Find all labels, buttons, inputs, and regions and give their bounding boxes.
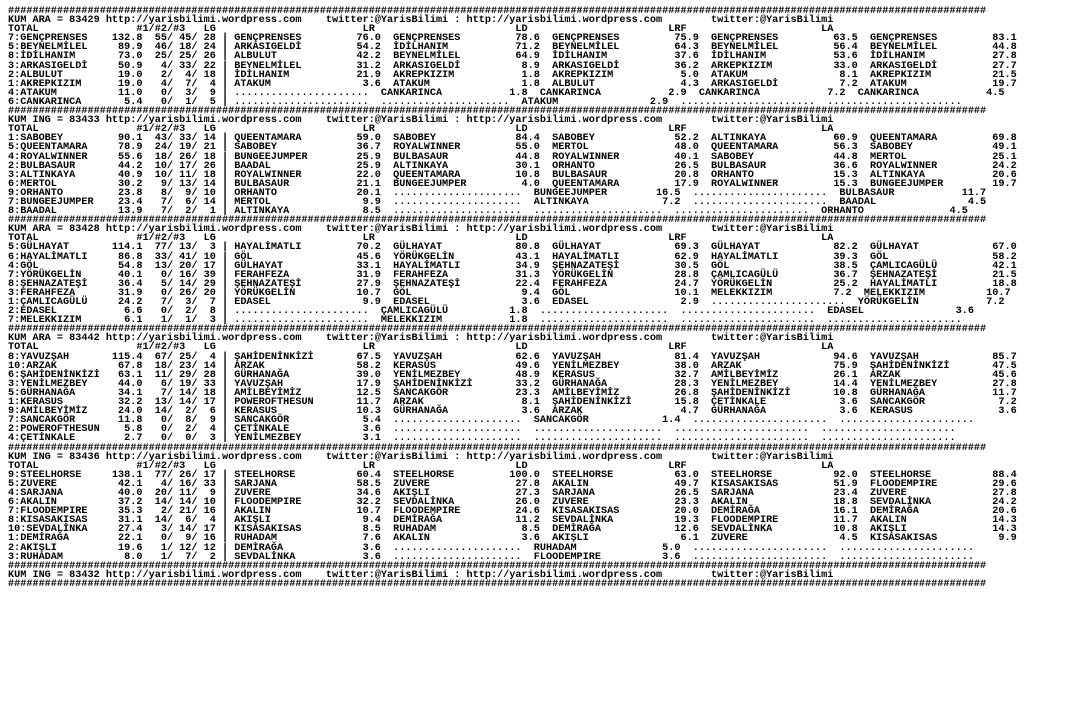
separator-line: ################################################################################################################################################################ (8, 560, 987, 572)
separator-line: ################################################################################################################################################################ (8, 442, 987, 454)
horse-row: 9:AMİLBEYİMİZ 24.0 14/ 2/ 6 | KERASUS 10.3 GÜRHANAĞA 3.6 ARZAK 4.7 GÜRHANAĞA 3.6 KERASUS 3.6 (8, 406, 1017, 418)
separator-line: ################################################################################################################################################################ (8, 324, 987, 336)
horse-row: 4:SARJANA 40.0 20/ 11/ 9 | ZUVERE 34.6 AKIŞLI 27.3 SARJANA 26.5 SARJANA 23.4 ZUVERE 27.8 (8, 487, 1017, 499)
horse-row: 4:ÇETİNKALE 2.7 0/ 0/ 3 | YENİLMEZBEY 3.1 ..................... ..................... ...................... ...................... (8, 433, 956, 445)
race-header: KUM ING = 83433 http://yarisbilimi.wordpress.com twitter:@YarisBilimi : http://yarisbilimi.wordpress.com twitter:@YarisBilimi (8, 115, 834, 127)
horse-row: 6:CANKARINCA 5.4 0/ 1/ 5 | ...................... ..................... ATAKUM 2.9 ...................... ...................... (8, 96, 962, 108)
race-header: KUM ARA = 83442 http://yarisbilimi.wordpress.com twitter:@YarisBilimi : http://yarisbilimi.wordpress.com twitter:@YarisBilimi (8, 333, 834, 345)
horse-row: 5:GÜLHAYAT 114.1 77/ 13/ 3 | HAYALİMATLI 70.2 GÜLHAYAT 80.8 GÜLHAYAT 69.3 GÜLHAYAT 82.2 GÜLHAYAT 67.0 (8, 242, 1017, 254)
horse-row: 2:ALBULUT 19.0 2/ 4/ 18 | İDİLHANIM 21.9 AKREPKIZIM 1.8 AKREPKIZIM 5.0 ATAKUM 8.1 AKREPKIZIM 21.5 (8, 69, 1017, 81)
horse-row: 1:ÇAMLICAGÜLÜ 24.2 7/ 3/ 7 | EDASEL 9.9 EDASEL 3.6 EDASEL 2.9 ...................... YÖRÜKGELİN 7.2 (8, 297, 1005, 308)
horse-row: 2:EDASEL 6.6 0/ 2/ 8 | ...................... ÇAMLICAGÜLÜ 1.8 ..................... ...................... EDASEL 3.6 (8, 306, 974, 318)
horse-row: 7:GENÇPRENSES 132.8 55/ 45/ 28 | GENÇPRENSES 76.0 GENÇPRENSES 78.6 GENÇPRENSES 75.9 GENÇPRENSES 63.5 GENÇPRENSES 83.1 (8, 33, 1017, 45)
horse-row: 6:HAYALİMATLI 86.8 33/ 41/ 10 | GÖL 45.6 YÖRÜKGELİN 43.1 HAYALİMATLI 62.9 HAYALİMATLI 39.3 GÖL 58.2 (8, 251, 1017, 263)
horse-row: 9:ORHANTO 23.8 8/ 9/ 10 | ORHANTO 20.1 ..................... BUNGEEJUMPER 16.5 ...................... BULBASAUR 11.7 (8, 187, 987, 199)
horse-row: 3:ALTINKAYA 40.9 10/ 11/ 18 | ROYALWINNER 22.0 QUEENTAMARA 10.8 BULBASAUR 20.8 ORHANTO 15.3 ALTINKAYA 20.6 (8, 169, 1017, 181)
horse-row: 5:ZUVERE 42.1 4/ 16/ 33 | SARJANA 58.5 ZUVERE 27.8 AKALIN 49.7 KISASAKISAS 51.9 FLOODEMPIRE 29.6 (8, 478, 1017, 490)
race-header: KUM ING = 83432 http://yarisbilimi.wordpress.com twitter:@YarisBilimi : http://yarisbilimi.wordpress.com twitter:@YarisBilimi (8, 569, 834, 581)
horse-row: 7:FLOODEMPIRE 35.3 2/ 21/ 16 | AKALIN 10.7 FLOODEMPIRE 24.6 KISASAKISAS 20.0 DEMİRAĞA 16.1 DEMİRAĞA 20.6 (8, 506, 1017, 518)
horse-row: 10:SEVDALİNKA 27.4 3/ 14/ 17 | KISASAKISAS 8.5 RUHADAM 8.5 DEMİRAĞA 12.6 SEVDALİNKA 10.8 AKIŞLI 14.3 (8, 524, 1017, 536)
separator-line: ################################################################################################################################################################ (8, 578, 987, 590)
horse-row: 6:AKALIN 37.2 14/ 14/ 10 | FLOODEMPIRE 32.2 SEVDALİNKA 26.0 ZUVERE 23.3 AKALIN 18.8 SEVDALİNKA 24.2 (8, 497, 1017, 509)
horse-row: 3:YENİLMEZBEY 44.0 6/ 19/ 33 | YAVUZŞAH 17.9 ŞAHİDENİNKİZİ 33.2 GÜRHANAĞA 28.3 YENİLMEZBEY 14.4 YENİLMEZBEY 27.8 (8, 378, 1017, 390)
column-headers: TOTAL #1/#2/#3 LG LR LD LRF LA (8, 342, 834, 354)
horse-row: 8:İDİLHANIM 73.0 25/ 25/ 26 | ALBULUT 42.2 BEYNELMİLEL 64.9 İDİLHANIM 37.6 İDİLHANIM 53.6 İDİLHANIM 27.8 (8, 51, 1017, 63)
horse-row: 8:KISASAKISAS 31.1 14/ 6/ 4 | AKIŞLI 9.4 DEMİRAĞA 11.2 SEVDALİNKA 19.3 FLOODEMPIRE 11.7 AKALIN 14.3 (8, 515, 1017, 527)
race-header: KUM ARA = 83428 http://yarisbilimi.wordpress.com twitter:@YarisBilimi : http://yarisbilimi.wordpress.com twitter:@YarisBilimi (8, 224, 834, 236)
horse-row: 10:ARZAK 67.8 18/ 23/ 14 | ARZAK 58.2 KERASUS 49.6 YENİLMEZBEY 38.0 ARZAK 75.9 ŞAHİDENİNKİZİ 47.5 (8, 360, 1017, 372)
horse-row: 7:YÖRÜKGELİN 40.1 0/ 16/ 39 | FERAHFEZA 31.9 FERAHFEZA 31.3 YÖRÜKGELİN 28.8 ÇAMLICAGÜLÜ 36.7 ŞEHNAZATEŞİ 21.5 (8, 269, 1017, 281)
horse-row: 2:POWEROFTHESUN 5.8 0/ 2/ 4 | ÇETİNKALE 3.6 ..................... ..................... ...................... ...................... (8, 424, 956, 436)
horse-row: 3:RUHADAM 8.0 1/ 7/ 2 | SEVDALİNKA 3.6 ..................... FLOODEMPIRE 3.6 ...................... ...................... (8, 551, 974, 563)
column-headers: TOTAL #1/#2/#3 LG LR LD LRF LA (8, 460, 834, 472)
race-stats-document (8, 7, 1017, 589)
horse-row: 1:AKREPKIZIM 19.0 4/ 7/ 4 | ATAKUM 3.6 ATAKUM 1.8 ALBULUT 4.3 ARKASIGELDİ 7.2 ATAKUM 19.7 (8, 78, 1017, 90)
horse-row: 2:BULBASAUR 44.2 10/ 17/ 26 | BAADAL 25.9 ALTINKAYA 30.1 ORHANTO 26.5 BULBASAUR 36.6 ROYALWINNER 24.2 (8, 160, 1017, 172)
horse-row: 1:DEMİRAĞA 22.1 0/ 9/ 16 | RUHADAM 7.6 AKALIN 3.6 AKIŞLI 6.1 ZUVERE 4.5 KISASAKISAS 9.9 (8, 533, 1017, 545)
race-header: KUM ARA = 83429 http://yarisbilimi.wordpress.com twitter:@YarisBilimi : http://yarisbilimi.wordpress.com twitter:@YarisBilimi (8, 15, 834, 27)
horse-row: 3:FERAHFEZA 31.9 0/ 26/ 20 | YÖRÜKGELİN 10.7 GÖL 9.4 GÖL 10.1 MELEKKIZIM 7.2 MELEKKIZIM 10.7 (8, 287, 1011, 299)
horse-row: 9:STEELHORSE 138.1 77/ 26/ 17 | STEELHORSE 60.4 STEELHORSE 100.0 STEELHORSE 63.0 STEELHORSE 92.0 STEELHORSE 88.4 (8, 469, 1017, 481)
horse-row: 1:SABOBEY 90.1 43/ 33/ 14 | QUEENTAMARA 59.0 SABOBEY 84.4 SABOBEY 52.2 ALTINKAYA 60.9 QUEENTAMARA 69.8 (8, 133, 1017, 145)
horse-row: 5:QUEENTAMARA 78.9 24/ 19/ 21 | SABOBEY 36.7 ROYALWINNER 55.0 MERTOL 48.0 QUEENTAMARA 56.3 SABOBEY 49.1 (8, 142, 1017, 154)
horse-row: 5:BEYNELMİLEL 89.9 46/ 18/ 24 | ARKASIGELDİ 54.2 İDİLHANIM 71.2 BEYNELMİLEL 64.3 BEYNELMİLEL 56.4 BEYNELMİLEL 44.8 (8, 42, 1017, 54)
column-headers: TOTAL #1/#2/#3 LG LR LD LRF LA (8, 124, 834, 136)
horse-row: 7:BUNGEEJUMPER 23.4 7/ 6/ 14 | MERTOL 9.9 ..................... ALTINKAYA 7.2 ...................... BAADAL 4.5 (8, 196, 987, 208)
separator-line: ################################################################################################################################################################ (8, 6, 987, 17)
horse-row: 8:ŞEHNAZATEŞİ 36.4 5/ 14/ 29 | ŞEHNAZATEŞİ 27.9 ŞEHNAZATEŞİ 22.4 FERAHFEZA 24.7 YÖRÜKGELİN 25.2 HAYALİMATLI 18.8 (8, 278, 1017, 290)
horse-row: 7:MELEKKIZIM 6.1 1/ 1/ 3 | ...................... MELEKKIZIM 1.8 ..................... ...................... ...................... (8, 315, 962, 327)
horse-row: 4:GÖL 54.8 13/ 20/ 17 | GÜLHAYAT 33.1 HAYALİMATLI 34.9 ŞEHNAZATEŞİ 30.5 GÖL 38.5 ÇAMLICAGÜLÜ 42.1 (8, 260, 1017, 272)
horse-row: 4:ATAKUM 11.0 0/ 3/ 9 | ...................... CANKARINCA 1.8 CANKARINCA 2.9 CANKARINCA 7.2 CANKARINCA 4.5 (8, 87, 1005, 99)
horse-row: 7:SANCAKGÖR 11.8 0/ 8/ 9 | SANCAKGÖR 5.4 ..................... SANCAKGÖR 1.4 ...................... ...................... (8, 415, 974, 427)
horse-row: 1:KERASUS 32.2 13/ 14/ 17 | POWEROFTHESUN 11.7 ARZAK 8.1 ŞAHİDENİNKİZİ 15.8 ÇETİNKALE 3.6 SANCAKGÖR 7.2 (8, 397, 1017, 409)
horse-row: 8:YAVUZŞAH 115.4 67/ 25/ 4 | ŞAHİDENİNKİZİ 67.5 YAVUZŞAH 62.6 YAVUZŞAH 81.4 YAVUZŞAH 94.6 YAVUZŞAH 85.7 (8, 351, 1017, 363)
separator-line: ################################################################################################################################################################ (8, 215, 987, 227)
column-headers: TOTAL #1/#2/#3 LG LR LD LRF LA (8, 233, 834, 245)
horse-row: 2:AKIŞLI 19.6 1/ 12/ 12 | DEMİRAĞA 3.6 ..................... RUHADAM 5.0 ...................... ...................... (8, 542, 974, 554)
column-headers: TOTAL #1/#2/#3 LG LR LD LRF LA (8, 24, 834, 36)
horse-row: 6:ŞAHİDENİNKİZİ 63.1 11/ 29/ 28 | GÜRHANAĞA 39.0 YENİLMEZBEY 48.9 KERASUS 32.7 AMİLBEYİMİZ 26.1 ARZAK 45.6 (8, 369, 1017, 381)
horse-row: 5:GÜRHANAĞA 34.1 7/ 14/ 18 | AMİLBEYİMİZ 12.5 SANCAKGÖR 23.3 AMİLBEYİMİZ 26.8 ŞAHİDENİNKİZİ 10.8 GÜRHANAĞA 11.7 (8, 387, 1017, 399)
horse-row: 6:MERTOL 30.2 9/ 13/ 14 | BULBASAUR 21.1 BUNGEEJUMPER 4.0 QUEENTAMARA 17.9 ROYALWINNER 15.3 BUNGEEJUMPER 19.7 (8, 178, 1017, 190)
horse-row: 3:ARKASIGELDİ 50.9 4/ 33/ 22 | BEYNELMİLEL 31.2 ARKASIGELDİ 8.9 ARKASIGELDİ 36.2 ARKEPKIZIM 33.0 ARKASIGELDİ 27.7 (8, 60, 1017, 72)
race-header: KUM ING = 83436 http://yarisbilimi.wordpress.com twitter:@YarisBilimi : http://yarisbilimi.wordpress.com twitter:@YarisBilimi (8, 451, 834, 463)
separator-line: ################################################################################################################################################################ (8, 106, 987, 118)
horse-row: 4:ROYALWINNER 55.6 18/ 26/ 18 | BUNGEEJUMPER 25.9 BULBASAUR 44.8 ROYALWINNER 40.1 SABOBEY 44.8 MERTOL 25.1 (8, 151, 1017, 163)
horse-row: 8:BAADAL 13.9 7/ 2/ 1 | ALTINKAYA 8.5 ..................... ..................... ...................... ORHANTO 4.5 (8, 206, 968, 218)
